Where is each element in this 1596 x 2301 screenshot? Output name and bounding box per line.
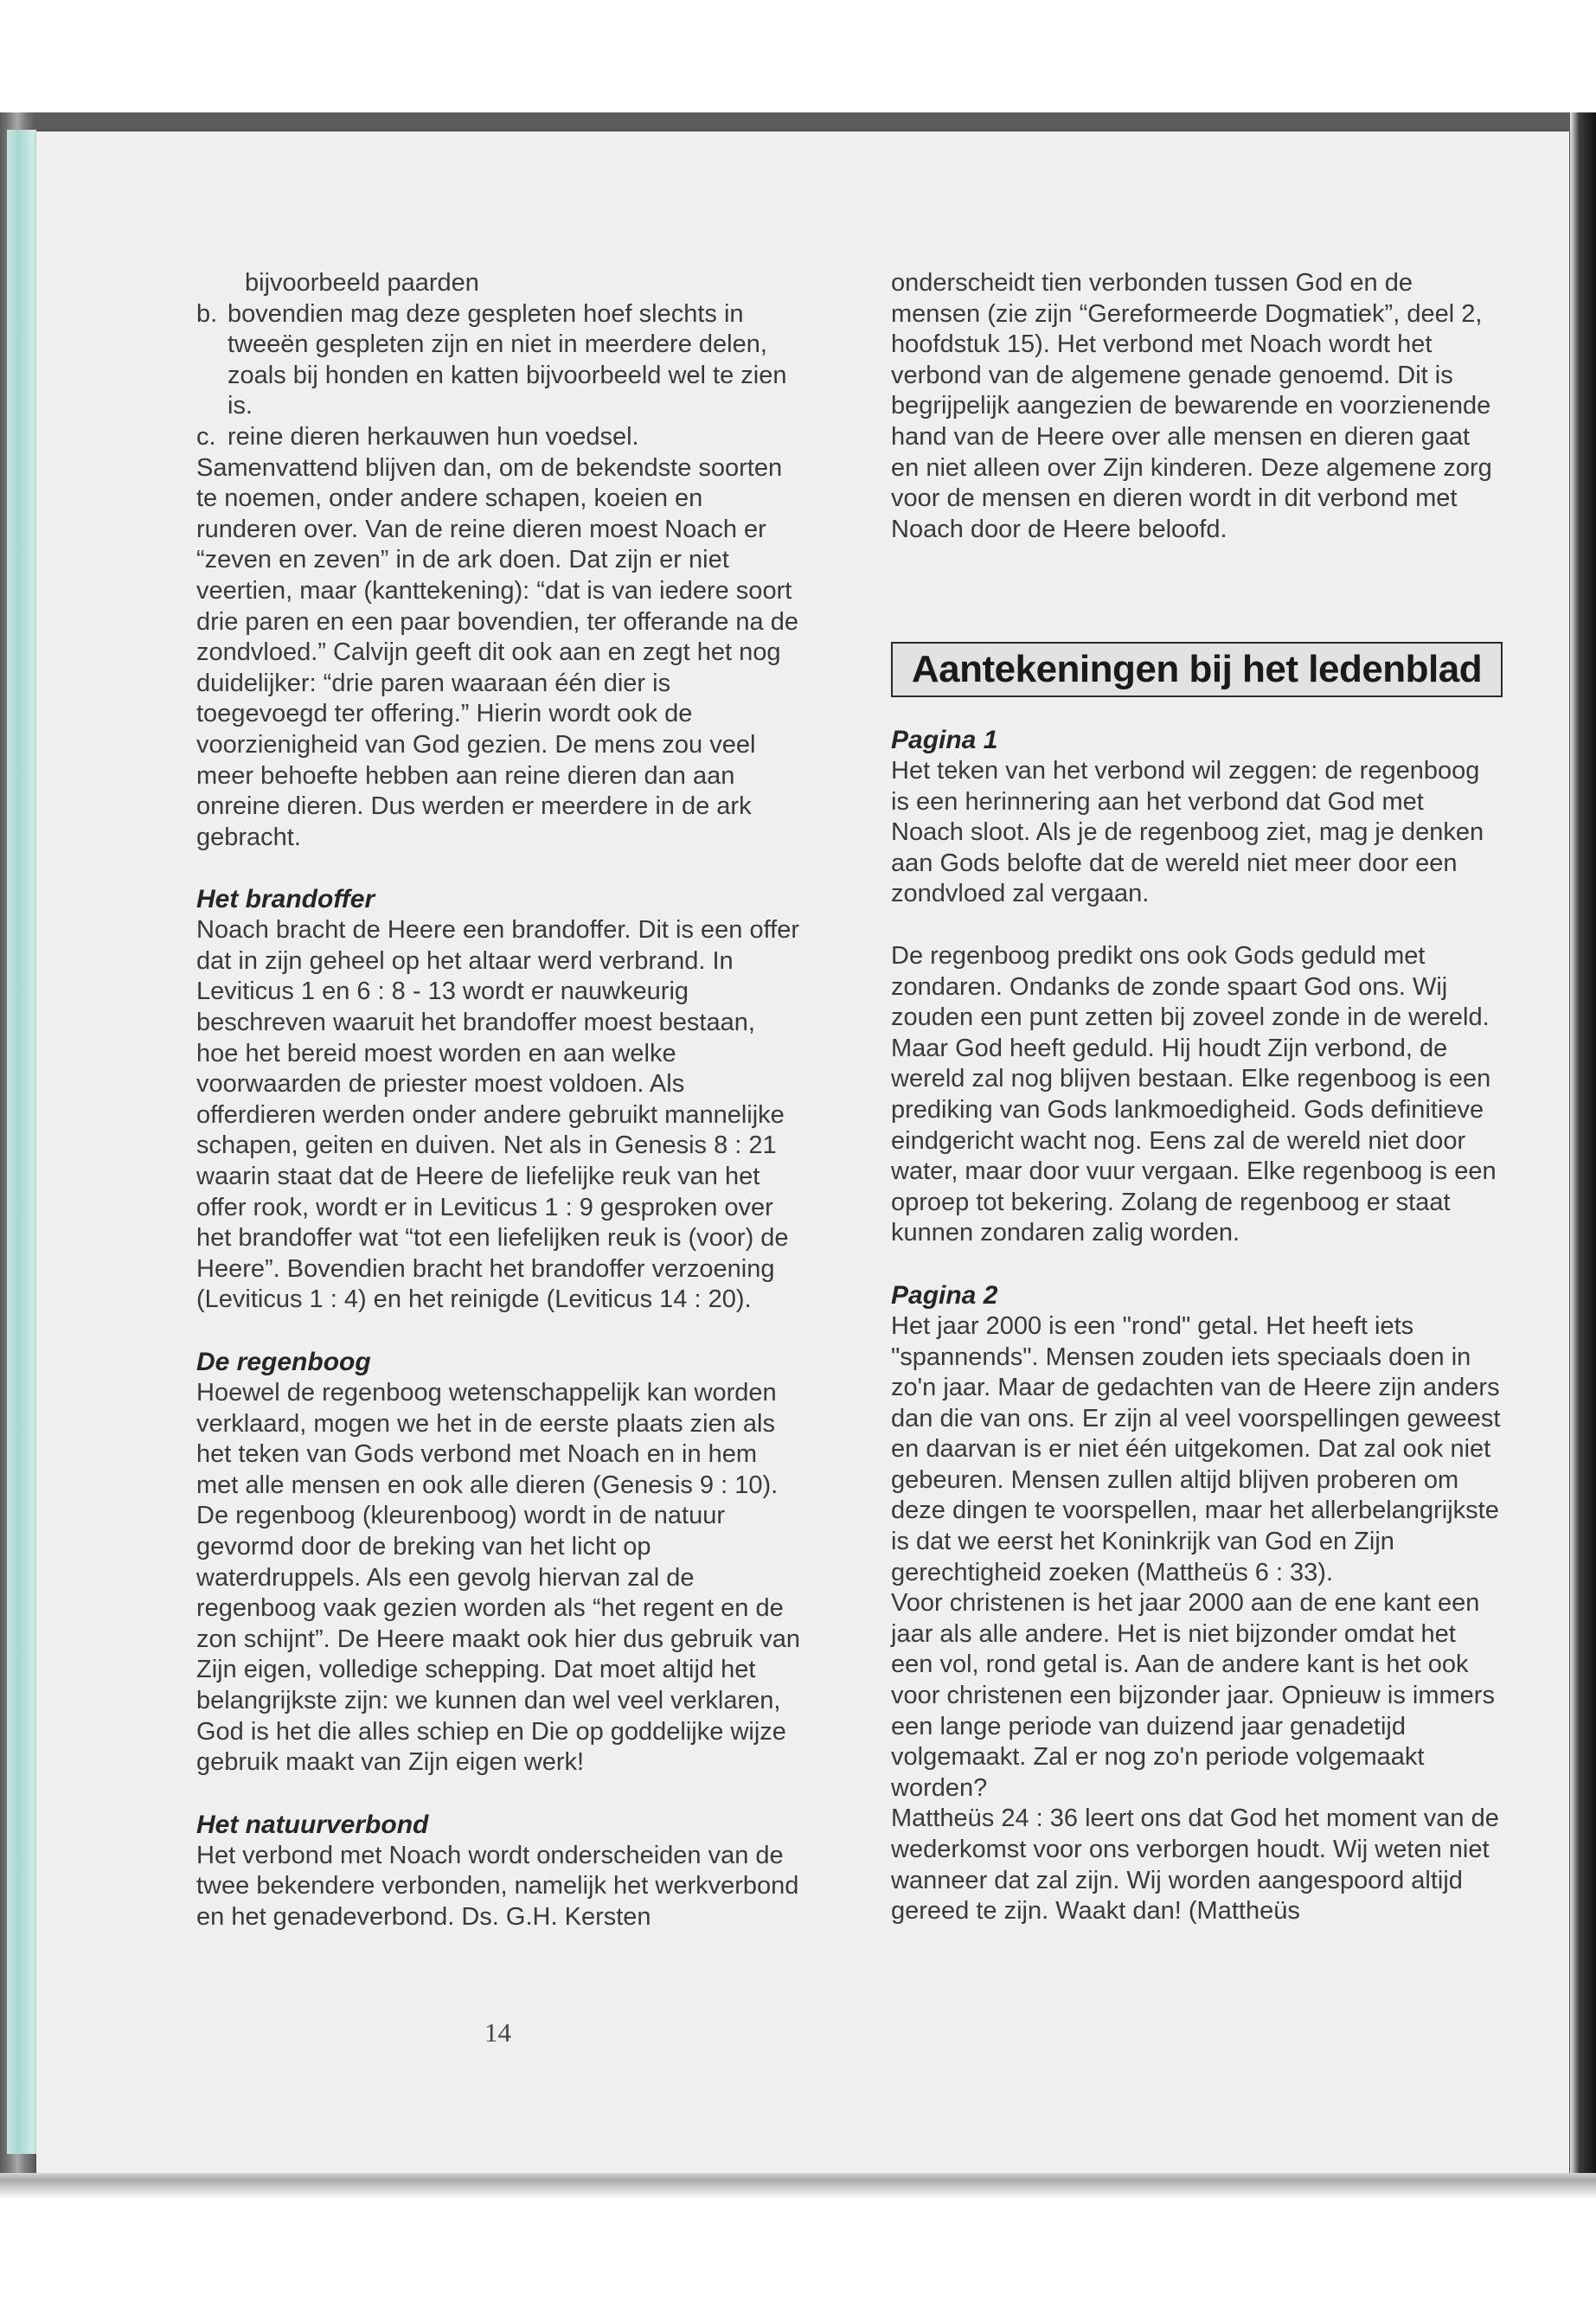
pagina-1-paragraph-1: Het teken van het verbond wil zeggen: de regenboog is een herinnering aan het verbond dat God met Noach sloot. Als je de regenboog ziet, mag je denken aan Gods belofte dat de wereld niet meer door een zondvloed zal vergaan. <box>891 757 1484 908</box>
list-item-text: bovendien mag deze gespleten hoef slechts in tweeën gespleten zijn en niet in meerdere delen, zoals bij honden en katten bijvoorbeeld wel te zien is. <box>228 299 787 420</box>
scan-top-background <box>0 0 1596 112</box>
right-column-notes <box>891 725 1501 1927</box>
right-column <box>891 268 1501 545</box>
pagina-2-heading: Pagina 2 <box>891 1280 998 1310</box>
pagina-1-heading: Pagina 1 <box>891 726 998 754</box>
list-item <box>196 299 802 422</box>
list-marker: c. <box>196 422 216 451</box>
section-text-regenboog: Hoewel de regenboog wetenschappelijk kan worden verklaard, mogen we het in de eerste plaats zien als het teken van Gods verbond met Noach en in hem met alle mensen en ook alle dieren (Genesis 9 : 10). De regenboog (kleurenboog) wordt in de natuur gevormd door de breking van het licht op waterdruppels. Als een gevolg hiervan zal de regenboog vaak gezien worden als “het regent en de zon schijnt”. De Heere maakt ook hier dus gebruik van Zijn eigen, volledige schepping. Dat moet altijd het belangrijkste zijn: we kunnen dan wel veel verklaren, God is het die alles schiep en Die op goddelijke wijze gebruik maakt van Zijn eigen werk! <box>196 1379 800 1777</box>
intro-paragraph: Samenvattend blijven dan, om de bekendste soorten te noemen, onder andere schapen, koeien en runderen over. Van de reine dieren moest Noach er “zeven en zeven” in de ark doen. Dat zijn er niet veertien, maar (kanttekening): “dat is van iedere soort drie paren en een paar bovendien, ter offerande na de zondvloed.” Calvijn geeft dit ook aan en zegt het nog duidelijker: “drie paren waaraan één dier is toegevoegd ter offering.” Hierin wordt ook de voorzienigheid van God gezien. De mens zou veel meer behoefte hebben aan reine dieren dan aan onreine dieren. Dus werden er meerdere in de ark gebracht. <box>196 453 798 851</box>
page-number: 14 <box>484 2017 511 2048</box>
section-heading-regenboog: De regenboog <box>196 1348 371 1376</box>
page-stack-edge <box>7 130 36 2154</box>
pagina-1-paragraph-2: De regenboog predikt ons ook Gods geduld met zondaren. Ondanks de zonde spaart God ons. Wij zouden een punt zetten bij zoveel zonde in de wereld. Maar God heeft geduld. Hij houdt Zijn verbond, de wereld zal nog blijven bestaan. Elke regenboog is een prediking van Gods lankmoedigheid. Gods definitieve eindgericht wacht nog. Eens zal de wereld niet door water, maar door vuur vergaan. Elke regenboog is een oproep tot bekering. Zolang de regenboog er staat kunnen zondaren zalig worden. <box>891 941 1497 1247</box>
spacer <box>196 1779 802 1810</box>
section-heading-natuurverbond: Het natuurverbond <box>196 1810 429 1839</box>
continuation-paragraph: onderscheidt tien verbonden tussen God en de mensen (zie zijn “Gereformeerde Dogmatiek”, deel 2, hoofdstuk 15). Het verbond met Noach wordt het verbond van de algemene genade genoemd. Dit is begrijpelijk aangezien de bewarende en voorzienende hand van de Heere over alle mensen en dieren gaat en niet alleen over Zijn kinderen. Deze algemene zorg voor de mensen en dieren wordt in dit verbond met Noach door de Heere beloofd. <box>891 269 1492 543</box>
list-marker: b. <box>196 299 218 328</box>
section-text-brandoffer: Noach bracht de Heere een brandoffer. Dit is een offer dat in zijn geheel op het altaar werd verbrand. In Leviticus 1 en 6 : 8 - 13 wordt er nauwkeurig beschreven waaruit het brandoffer moest bestaan, hoe het bereid moest worden en aan welke voorwaarden de priester moest voldoen. Als offerdieren werden onder andere gebruikt mannelijke schapen, geiten en duiven. Net als in Genesis 8 : 21 waarin staat dat de Heere de liefelijke reuk van het offer rook, wordt er in Leviticus 1 : 9 gesproken over het brandoffer wat “tot een liefelijken reuk is (voor) de Heere”. Bovendien bracht het brandoffer verzoening (Leviticus 1 : 4) en het reinigde (Leviticus 14 : 20). <box>196 916 799 1314</box>
spacer <box>196 1316 802 1347</box>
spacer <box>891 1249 1501 1280</box>
spacer <box>891 910 1501 941</box>
pagina-2-paragraph-3: Mattheüs 24 : 36 leert ons dat God het moment van de wederkomst voor ons verborgen houdt. Wij weten niet wanneer dat zal zijn. Wij worden aangespoord altijd gereed te zijn. Waakt dan! (Mattheüs <box>891 1804 1499 1926</box>
pagina-2-paragraph-1: Het jaar 2000 is een "rond" getal. Het heeft iets "spannends". Mensen zouden iets speciaals doen in zo'n jaar. Maar de gedachten van de Heere zijn anders dan die van ons. Er zijn al veel voorspellingen geweest en daarvan is er niet één uitgekomen. Dat zal ook niet gebeuren. Mensen zullen altijd blijven proberen om deze dingen te voorspellen, maar het allerbelangrijkste is dat we eerst het Koninkrijk van God en Zijn gerechtigheid zoeken (Mattheüs 6 : 33). <box>891 1311 1501 1586</box>
section-text-natuurverbond: Het verbond met Noach wordt onderscheiden van de twee bekendere verbonden, namelijk het werkverbond en het genadeverbond. Ds. G.H. Kersten <box>196 1841 799 1931</box>
book-right-edge <box>1570 112 1596 2189</box>
scan-bottom-background <box>0 2173 1596 2301</box>
intro-continuation: bijvoorbeeld paarden <box>245 269 479 297</box>
left-column <box>196 268 802 1933</box>
list-item-text: reine dieren herkauwen hun voedsel. <box>228 422 639 451</box>
list-item <box>196 422 802 453</box>
pagina-2-paragraph-2: Voor christenen is het jaar 2000 aan de ene kant een jaar als alle andere. Het is niet bijzonder omdat het een vol, rond getal is. Aan de andere kant is het ook voor christenen een bijzonder jaar. Opnieuw is immers een lange periode van duizend jaar genadetijd volgemaakt. Zal er nog zo'n periode volgemaakt worden? <box>891 1589 1495 1802</box>
section-heading-brandoffer: Het brandoffer <box>196 885 375 914</box>
spacer <box>196 853 802 884</box>
section-banner: Aantekeningen bij het ledenblad <box>891 642 1503 697</box>
